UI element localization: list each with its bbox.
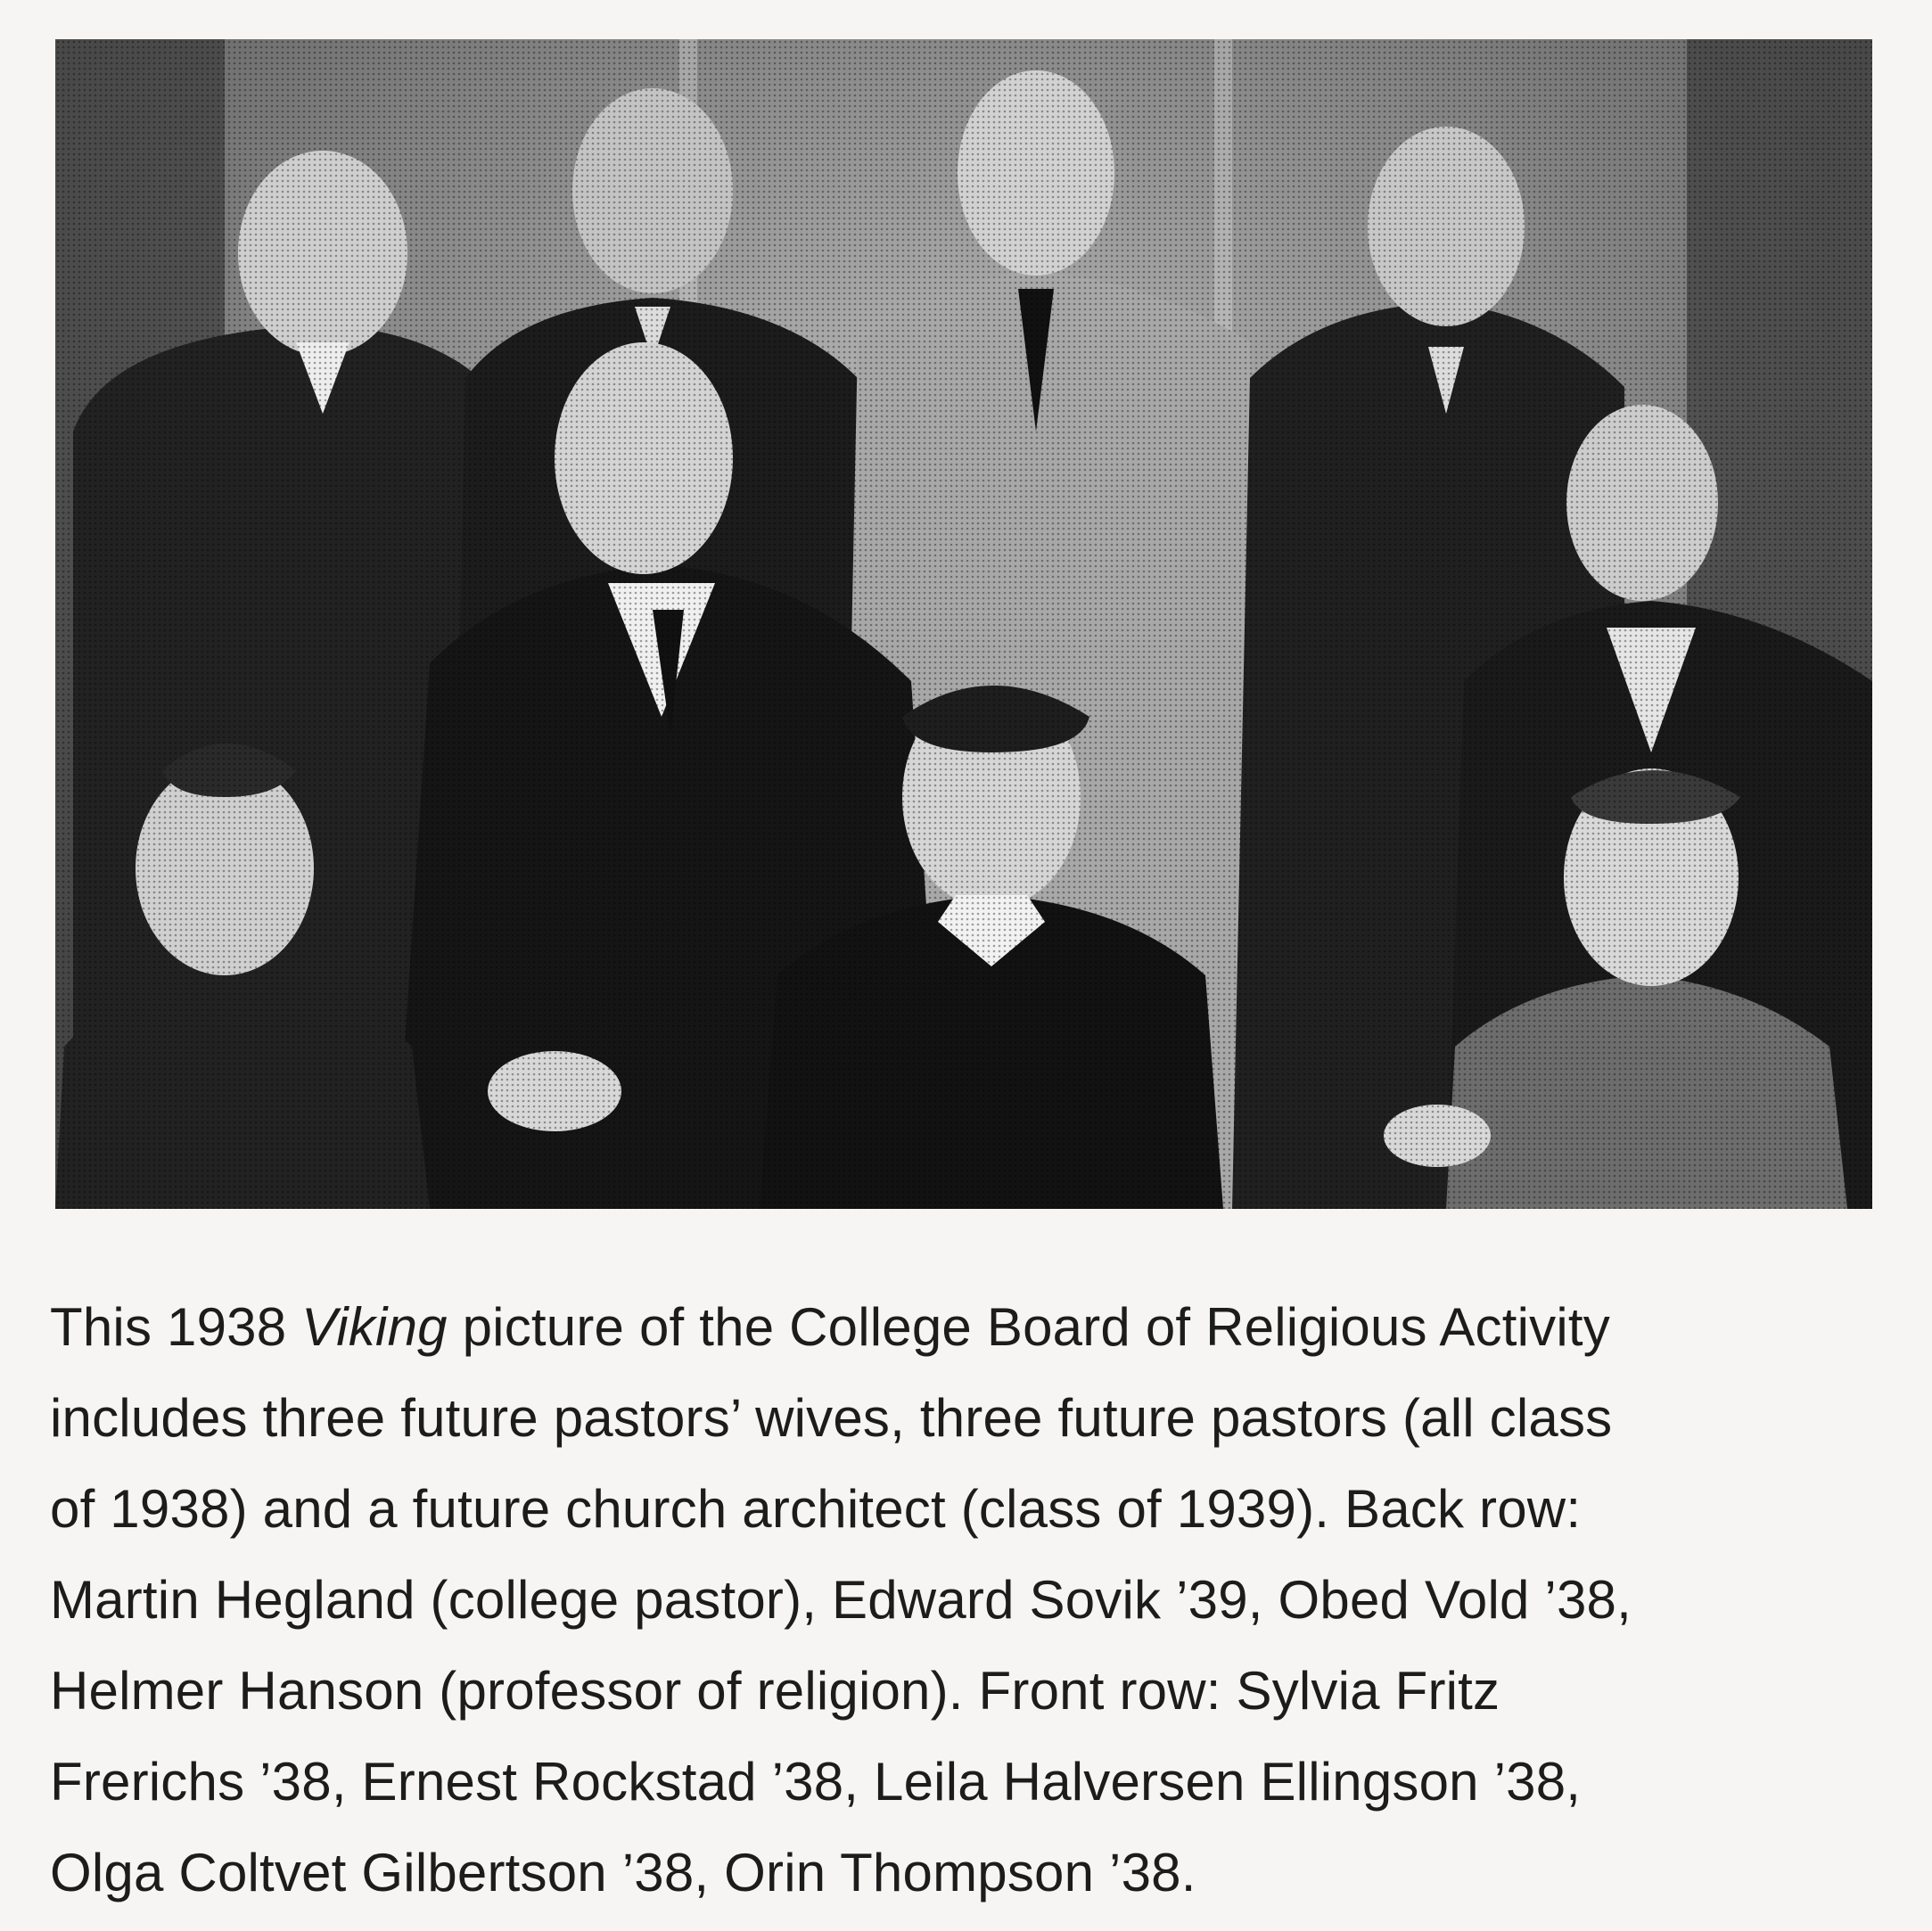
caption-italic-title: Viking xyxy=(301,1297,448,1357)
photo-caption xyxy=(50,1282,1887,1919)
caption-line: includes three future pastors’ wives, three future pastors (all class xyxy=(50,1388,1613,1448)
caption-line xyxy=(50,1282,1887,1373)
photograph-image xyxy=(55,39,1872,1209)
caption-line: Martin Hegland (college pastor), Edward Sovik ’39, Obed Vold ’38, xyxy=(50,1570,1632,1630)
caption-text: This 1938 xyxy=(50,1297,302,1357)
caption-text: picture of the College Board of Religious Activity xyxy=(447,1297,1610,1357)
caption-line: of 1938) and a future church architect (class of 1939). Back row: xyxy=(50,1479,1582,1539)
caption-line: Helmer Hanson (professor of religion). Front row: Sylvia Fritz xyxy=(50,1661,1500,1721)
caption-line: Olga Coltvet Gilbertson ’38, Orin Thompson ’38. xyxy=(50,1843,1196,1902)
group-photograph xyxy=(55,39,1872,1209)
caption-line: Frerichs ’38, Ernest Rockstad ’38, Leila Halversen Ellingson ’38, xyxy=(50,1752,1582,1812)
